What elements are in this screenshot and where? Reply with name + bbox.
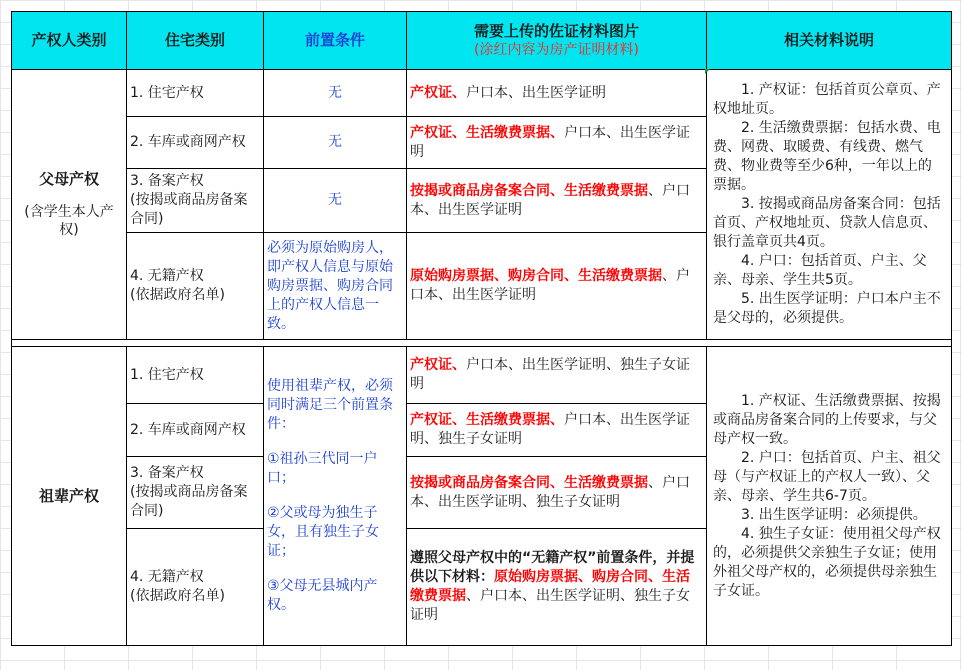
category-parents bbox=[12, 70, 127, 340]
materials-cell: 产权证、生活缴费票据、户口本、出生医学证明、独生子女证明 bbox=[407, 404, 707, 457]
house-type-cell: 3. 备案产权 (按揭或商品房备案合同) bbox=[127, 169, 264, 233]
precondition-cell: 无 bbox=[264, 169, 407, 233]
materials-cell: 按揭或商品房备案合同、生活缴费票据、户口本、出生医学证明、独生子女证明 bbox=[407, 457, 707, 529]
header-house-type: 住宅类别 bbox=[127, 12, 264, 70]
house-type-cell: 2. 车库或商网产权 bbox=[127, 404, 264, 457]
precondition-cell: 必须为原始购房人，即产权人信息与原始购房票据、购房合同上的产权人信息一致。 bbox=[264, 233, 407, 340]
category-parents-note: (含学生本人产权) bbox=[24, 204, 114, 238]
category-parents-label: 父母产权 bbox=[38, 170, 99, 188]
materials-cell: 产权证、生活缴费票据、户口本、出生医学证明 bbox=[407, 117, 707, 169]
header-row bbox=[12, 12, 952, 70]
house-type-cell: 1. 住宅产权 bbox=[127, 70, 264, 117]
section-separator bbox=[12, 340, 952, 347]
precondition-cell: 无 bbox=[264, 117, 407, 169]
header-owner-type: 产权人类别 bbox=[12, 12, 127, 70]
category-grandparents: 祖辈产权 bbox=[12, 347, 127, 646]
header-materials bbox=[407, 12, 707, 70]
precondition-cell: 无 bbox=[264, 70, 407, 117]
house-type-cell: 2. 车库或商网产权 bbox=[127, 117, 264, 169]
materials-cell: 产权证、户口本、出生医学证明 bbox=[407, 70, 707, 117]
house-type-cell: 3. 备案产权 (按揭或商品房备案合同) bbox=[127, 457, 264, 529]
house-type-cell: 4. 无籍产权 (依据政府名单) bbox=[127, 529, 264, 646]
materials-cell: 原始购房票据、购房合同、生活缴费票据、户口本、出生医学证明 bbox=[407, 233, 707, 340]
house-type-cell: 4. 无籍产权 (依据政府名单) bbox=[127, 233, 264, 340]
materials-cell: 产权证、户口本、出生医学证明、独生子女证明 bbox=[407, 347, 707, 404]
house-type-cell: 1. 住宅产权 bbox=[127, 347, 264, 404]
cell-comment-marker bbox=[705, 69, 710, 74]
materials-cell: 按揭或商品房备案合同、生活缴费票据、户口本、出生医学证明 bbox=[407, 169, 707, 233]
header-description: 相关材料说明 bbox=[707, 12, 952, 70]
description-grandparents: 1. 产权证、生活缴费票据、按揭或商品房备案合同的上传要求，与父母产权一致。 2. 户口：包括首页、户主、祖父母（与产权证上的产权人一致）、父亲、母亲、学生共6-7页。 3. 出生医学证明：必须提供。 4. 独生子女证：使用祖父母产权的，必须提供父亲独生子女证；使用外祖父母产权的，必须提供母亲独生子女证。 bbox=[707, 347, 952, 646]
table-row bbox=[12, 347, 952, 404]
materials-cell: 遵照父母产权中的“无籍产权”前置条件，并提供以下材料：原始购房票据、购房合同、生活缴费票据、户口本、出生医学证明、独生子女证明 bbox=[407, 529, 707, 646]
header-materials-sub: (涂红内容为房产证明材料) bbox=[474, 41, 639, 58]
materials-table bbox=[11, 11, 952, 646]
precondition-grandparents: 使用祖辈产权，必须同时满足三个前置条件： ①祖孙三代同一户口； ②父或母为独生子女，且有独生子女证； ③父母无县城内产权。 bbox=[264, 347, 407, 646]
header-materials-main: 需要上传的佐证材料图片 bbox=[473, 21, 639, 40]
header-precondition: 前置条件 bbox=[264, 12, 407, 70]
table-row bbox=[12, 70, 952, 117]
description-parents: 1. 产权证：包括首页公章页、产权地址页。 2. 生活缴费票据：包括水费、电费、网费、取暖费、有线费、燃气费、物业费等至少6种，一年以上的票据。 3. 按揭或商品房备案合同：包括首页、产权地址页、贷款人信息页、银行盖章页共4页。 4. 户口：包括首页、户主、父亲、母亲、学生共5页。 5. 出生医学证明：户口本户主不是父母的，必须提供。 bbox=[707, 70, 952, 340]
